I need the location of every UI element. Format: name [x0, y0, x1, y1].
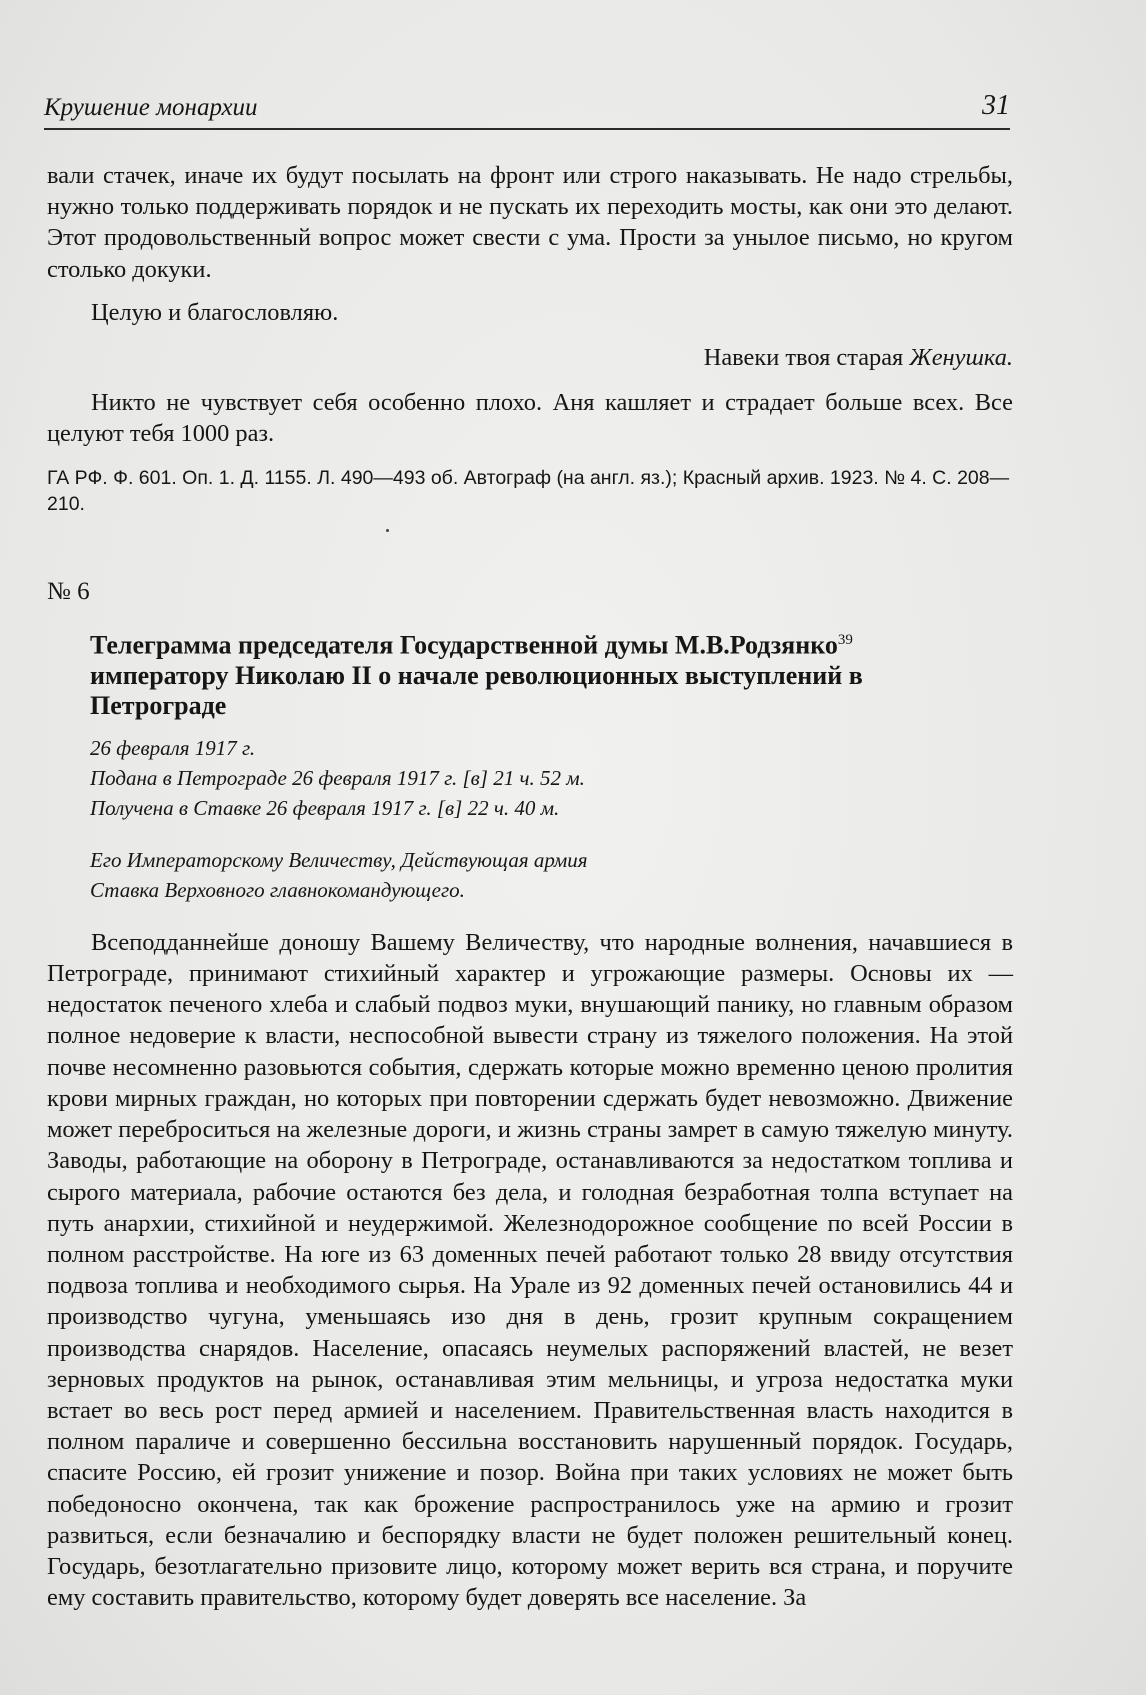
- document-title: [90, 625, 920, 721]
- page-number: 31: [982, 90, 1010, 121]
- page-header: [44, 88, 1010, 130]
- running-title: Крушение монархии: [44, 94, 258, 121]
- letter-closing: Целую и благословляю.: [91, 298, 339, 326]
- document-title-main: Телеграмма председателя Государственной думы М.В.Родзянко: [90, 630, 838, 660]
- document-date: 26 февраля 1917 г.: [90, 735, 256, 760]
- signoff-name: Женушка.: [909, 343, 1013, 371]
- document-received: Получена в Ставке 26 февраля 1917 г. [в] 22 ч. 40 м.: [90, 795, 560, 820]
- document-sent: Подана в Петрограде 26 февраля 1917 г. [в] 21 ч. 52 м.: [90, 765, 585, 790]
- page-content: [47, 160, 1013, 1613]
- letter-signoff: [47, 342, 1013, 373]
- document-title-rest: императору Николаю II о начале революционных выступлений в Петрограде: [90, 660, 863, 720]
- signoff-prefix: Навеки твоя старая: [703, 343, 904, 371]
- footnote-ref: 39: [837, 632, 853, 649]
- letter-continuation: вали стачек, иначе их будут посылать на фронт или строго наказывать. Не надо стрельбы, нужно только поддерживать порядок и не пускать их переходить мосты, как они это делают. Этот продовольственный вопрос может свести с ума. Прости за унылое письмо, но кругом столько докуки.: [47, 162, 1013, 283]
- telegram-text: Всеподданнейше доношу Вашему Величеству, что народные волнения, начавшиеся в Петрограде, принимают стихийный характер и угрожающие размеры. Основы их — недостаток печеного хлеба и слабый подвоз муки, внушающий панику, но главным образом полное недоверие к власти, неспособной вывести страну из тяжелого положения. На этой почве несомненно разовьются события, сдержать которые можно временно ценою пролития крови мирных граждан, но которых при повторении сдержать будет невозможно. Движение может переброситься на железные дороги, и жизнь страны замрет в самую тяжелую минуту. Заводы, работающие на оборону в Петрограде, останавливаются за недостатком топлива и сырого материала, рабочие остаются без дела, и голодная безработная толпа вступает на путь анархии, стихийной и неудержимой. Железнодорожное сообщение по всей России в полном расстройстве. На юге из 63 доменных печей работают только 28 ввиду отсутствия подвоза топлива и необходимого сырья. На Урале из 92 доменных печей остановились 44 и производство чугуна, уменьшаясь изо дня в день, грозит крупным сокращением производства снарядов. Население, опасаясь неумелых распоряжений властей, не везет зерновых продуктов на рынок, останавливая этим мельницы, и угроза недостатка муки встает во весь рост перед армией и населением. Правительственная власть находится в полном параличе и совершенно бессильна восстановить нарушенный порядок. Государь, спасите Россию, ей грозит унижение и позор. Война при таких условиях не может быть победоносно окончена, так как брожение распространилось уже на армию и грозит развиться, если безначалию и беспорядку власти не будет положен решительный конец. Государь, безотлагательно призовите лицо, которому может верить вся страна, и поручите ему составить правительство, которому будет доверять все население. За: [47, 928, 1013, 1612]
- letter-postscript: Никто не чувствует себя особенно плохо. Аня кашляет и страдает больше всех. Все целуют тебя 1000 раз.: [47, 388, 1013, 448]
- addressee-line-2: Ставка Верховного главнокомандующего.: [90, 877, 465, 902]
- document-number: № 6: [47, 578, 90, 606]
- addressee-line-1: Его Императорскому Величеству, Действующая армия: [90, 847, 588, 872]
- archival-source: ГА РФ. Ф. 601. Оп. 1. Д. 1155. Л. 490—493 об. Автограф (на англ. яз.); Красный архив. 1923. № 4. С. 208—210.: [47, 467, 1010, 516]
